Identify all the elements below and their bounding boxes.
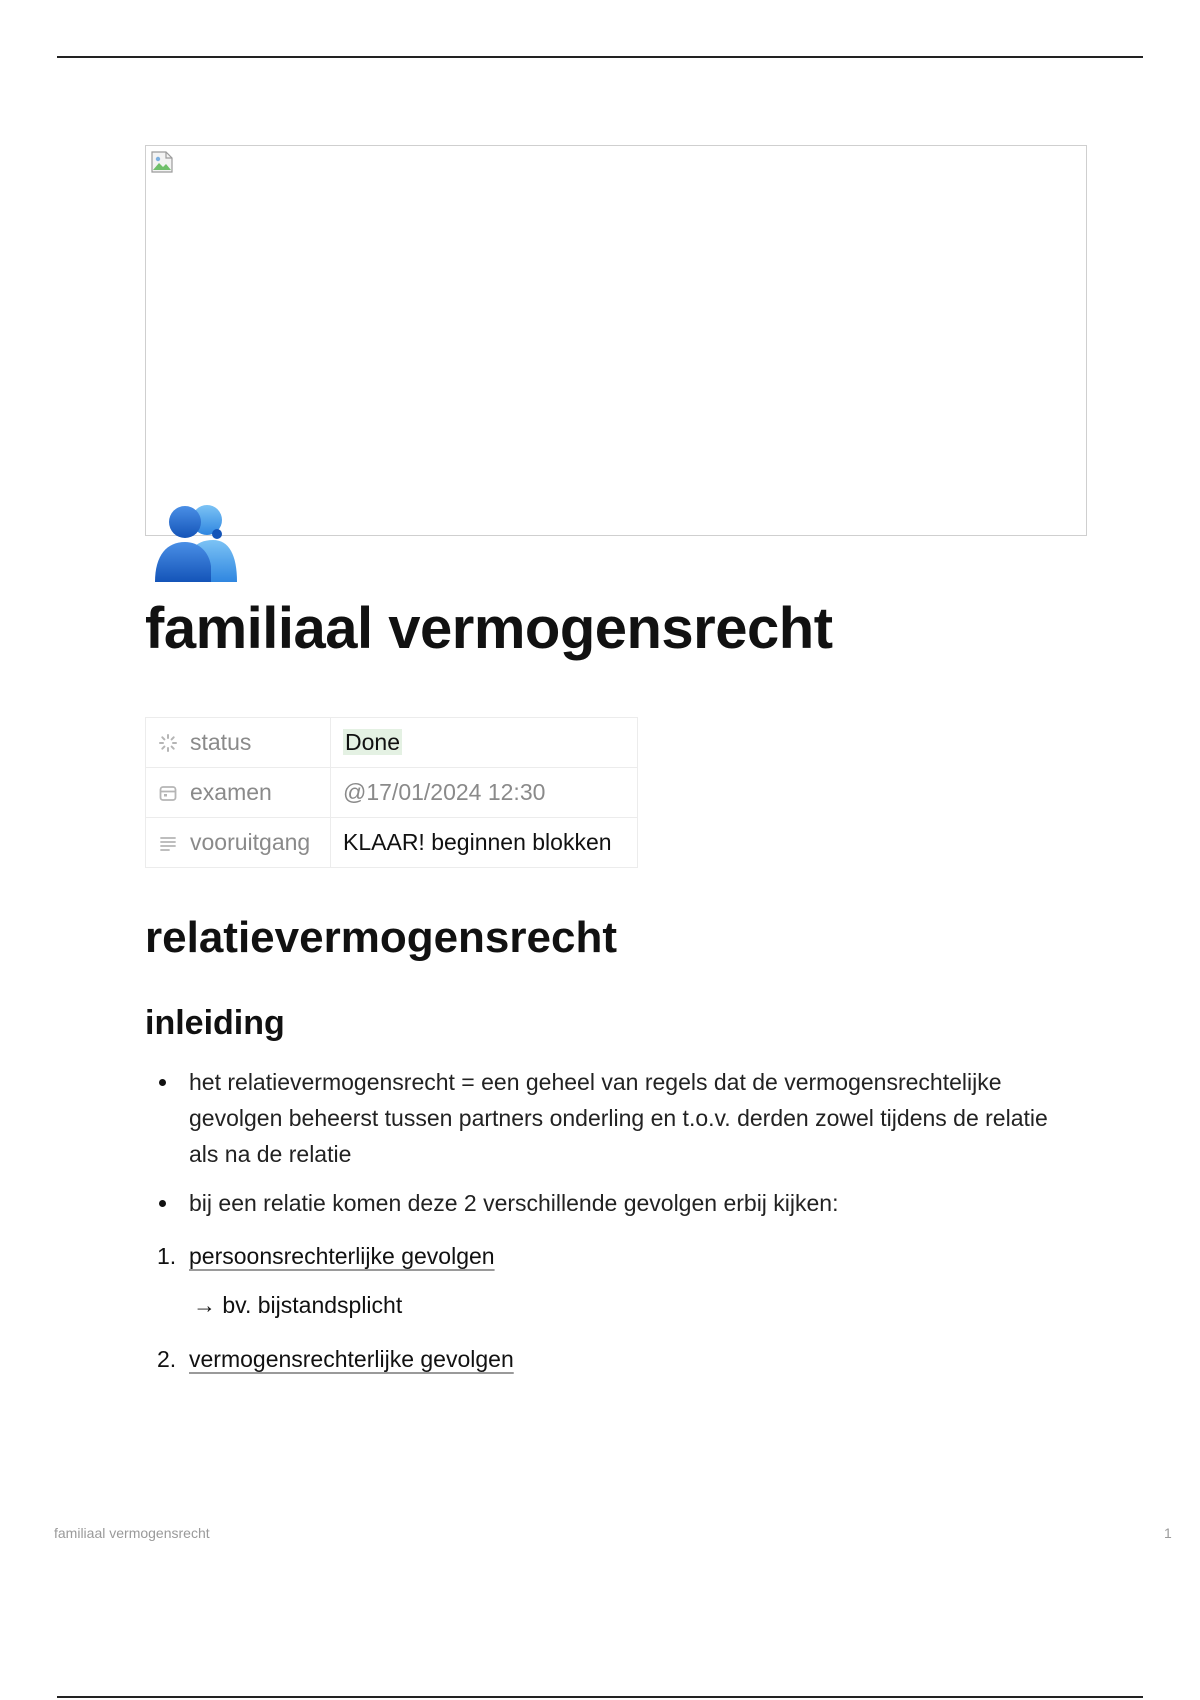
list-number: 2. <box>157 1346 177 1372</box>
page-number: 1 <box>1164 1525 1172 1541</box>
status-spinner-icon <box>158 733 178 753</box>
list-item <box>145 1185 1065 1221</box>
numbered-item <box>145 1238 495 1274</box>
property-key: examen <box>190 779 272 805</box>
property-key: vooruitgang <box>190 829 311 855</box>
progress-text-value[interactable]: KLAAR! beginnen blokken <box>343 829 612 855</box>
list-number: 1. <box>157 1243 177 1269</box>
calendar-icon <box>158 783 178 803</box>
subsection-heading: inleiding <box>145 1004 285 1042</box>
list-item <box>145 1064 1065 1172</box>
footer-title: familiaal vermogensrecht <box>54 1525 210 1541</box>
people-hugging-icon <box>155 500 237 582</box>
page-title: familiaal vermogensrecht <box>145 596 833 661</box>
bullet-icon <box>159 1200 166 1207</box>
header-rule <box>57 56 1143 58</box>
section-heading: relatievermogensrecht <box>145 913 617 962</box>
property-row-status[interactable] <box>146 718 638 768</box>
properties-table <box>145 717 638 868</box>
property-row-examen[interactable] <box>146 768 638 818</box>
status-badge[interactable]: Done <box>345 729 400 755</box>
toggle-link[interactable]: persoonsrechterlijke gevolgen <box>189 1243 495 1269</box>
property-row-vooruitgang[interactable] <box>146 818 638 868</box>
cover-image <box>145 145 1087 536</box>
footer-rule <box>57 1696 1143 1698</box>
toggle-link[interactable]: vermogensrechterlijke gevolgen <box>189 1346 514 1372</box>
bullet-icon <box>159 1079 166 1086</box>
broken-image-icon <box>149 149 175 175</box>
sub-note: → bv. bijstandsplicht <box>193 1292 403 1318</box>
list-item-text: het relatievermogensrecht = een geheel van regels dat de vermogensrechtelijke gevolgen beheerst tussen partners onderling en t.o.v. derden zowel tijdens de relatie als na de relatie <box>189 1069 1048 1167</box>
text-lines-icon <box>158 833 178 853</box>
numbered-item <box>145 1341 514 1377</box>
property-key: status <box>190 729 252 755</box>
exam-date-value[interactable]: @17/01/2024 12:30 <box>343 779 546 805</box>
list-item-text: bij een relatie komen deze 2 verschillende gevolgen erbij kijken: <box>189 1190 839 1216</box>
